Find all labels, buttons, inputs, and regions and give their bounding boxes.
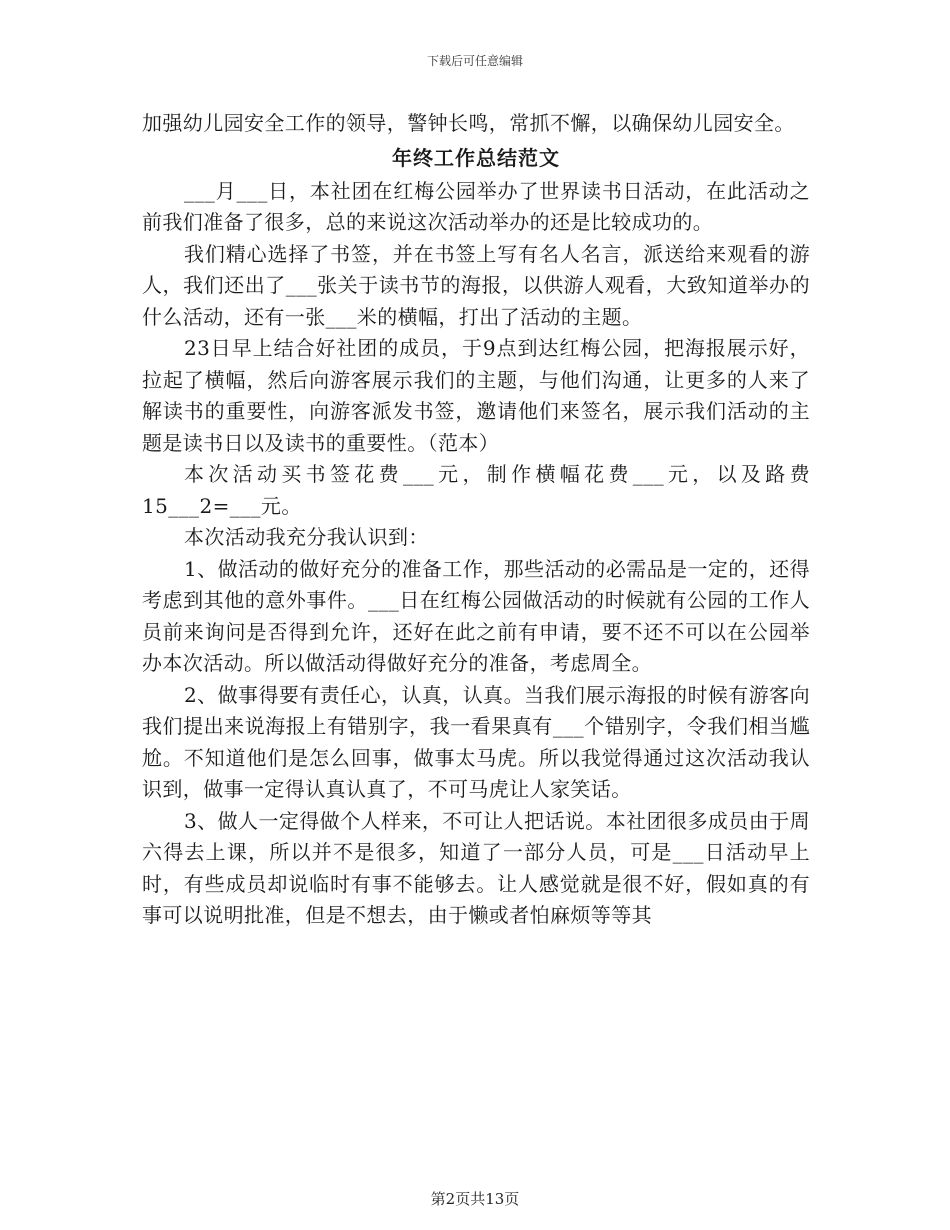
paragraph: 本次活动买书签花费___元，制作横幅花费___元，以及路费15___2=___元。 (142, 462, 810, 518)
paragraph: 1、做活动的做好充分的准备工作，那些活动的必需品是一定的，还得考虑到其他的意外事件。___日在红梅公园做活动的时候就有公园的工作人员前来询问是否得到允许，还好在此之前有申请，要不还不可以在公园举办本次活动。所以做活动得做好充分的准备，考虑周全。 (142, 556, 810, 675)
paragraph: 本次活动我充分我认识到： (184, 525, 429, 549)
page-header: 下载后可任意编辑 (426, 54, 523, 68)
paragraph: 3、做人一定得做个人样来，不可让人把话说。本社团很多成员由于周六得去上课，所以并不是很多，知道了一部分人员，可是___日活动早上时，有些成员却说临时有事不能够去。让人感觉就是很不好，假如真的有事可以说明批准，但是不想去，由于懒或者怕麻烦等等其 (142, 808, 810, 927)
document-title: 年终工作总结范文 (392, 145, 560, 170)
lead-paragraph: 加强幼儿园安全工作的领导，警钟长鸣，常抓不懈，以确保幼儿园安全。 (142, 111, 795, 135)
paragraph: 我们精心选择了书签，并在书签上写有名人名言，派送给来观看的游人，我们还出了___张关于读书节的海报，以供游人观看，大致知道举办的什么活动，还有一张___米的横幅，打出了活动的主题。 (142, 241, 810, 329)
document-body (142, 108, 810, 932)
paragraph: 23日早上结合好社团的成员，于9点到达红梅公园，把海报展示好，拉起了横幅，然后向游客展示我们的主题，与他们沟通，让更多的人来了解读书的重要性，向游客派发书签，邀请他们来签名，展示我们活动的主题是读书日以及读书的重要性。（范本） (142, 336, 810, 455)
page-footer: 第2页共13页 (430, 1190, 520, 1208)
paragraph: 2、做事得要有责任心，认真，认真。当我们展示海报的时候有游客向我们提出来说海报上有错别字，我一看果真有___个错别字，令我们相当尴尬。不知道他们是怎么回事，做事太马虎。所以我觉得通过这次活动我认识到，做事一定得认真认真了，不可马虎让人家笑话。 (142, 682, 810, 801)
paragraph: ___月___日，本社团在红梅公园举办了世界读书日活动，在此活动之前我们准备了很多，总的来说这次活动举办的还是比较成功的。 (142, 178, 810, 234)
